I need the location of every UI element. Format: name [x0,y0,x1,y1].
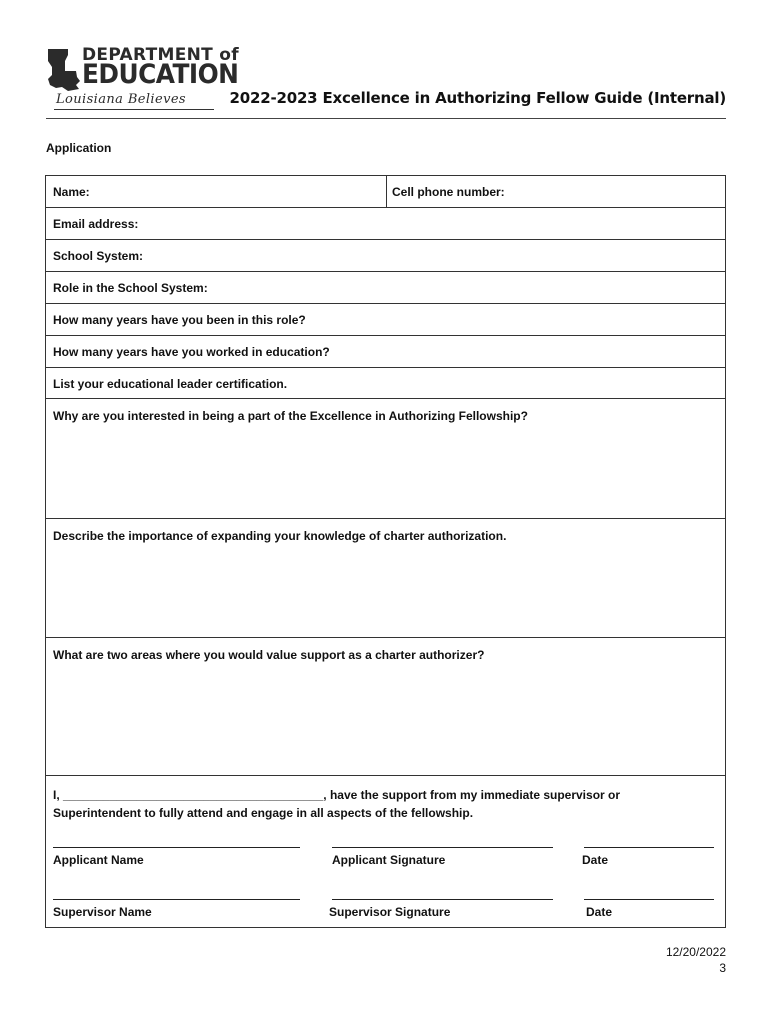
years-role-row [46,304,725,336]
supervisor-date-label: Date [586,905,613,919]
logo-department-text: DEPARTMENT of [82,45,239,65]
two-areas-box [46,638,725,776]
footer-date: 12/20/2022 [665,945,726,959]
importance-box [46,519,725,638]
school-system-row [46,240,725,272]
louisiana-state-icon [46,47,80,91]
why-interested-box [46,399,725,519]
why-interested-field[interactable]: Why are you interested in being a part of the Excellence in Authorizing Fellowship? [53,409,528,423]
supervisor-name-label: Supervisor Name [53,905,152,919]
logo-tagline: Louisiana Believes [56,92,186,107]
statement-line-2: Superintendent to fully attend and engage in all aspects of the fellowship. [53,806,474,820]
application-form [45,175,726,928]
applicant-date-line[interactable] [584,847,714,848]
applicant-signature-label: Applicant Signature [332,853,446,867]
applicant-date-label: Date [582,853,609,867]
supervisor-name-line[interactable] [53,899,300,900]
ldoe-logo [46,45,239,113]
section-title: Application [46,141,112,155]
document-title: 2022-2023 Excellence in Authorizing Fellow Guide (Internal) [229,89,726,107]
statement-line-1: I, _______________________________________, have the support from my immediate supervisor or [53,788,621,802]
applicant-name-label: Applicant Name [53,853,144,867]
certification-field[interactable]: List your educational leader certification. [53,377,288,391]
applicant-name-line[interactable] [53,847,300,848]
page-footer [666,944,726,976]
role-field[interactable]: Role in the School System: [53,281,208,295]
header-divider [46,118,726,119]
supervisor-signature-line[interactable] [332,899,553,900]
supervisor-signature-label: Supervisor Signature [329,905,451,919]
supervisor-date-line[interactable] [584,899,714,900]
support-statement-box [46,776,725,927]
years-education-field[interactable]: How many years have you worked in education? [53,345,330,359]
name-field[interactable]: Name: [53,185,90,199]
page-number: 3 [719,961,726,975]
logo-education-text: EDUCATION [82,59,239,90]
column-divider [386,176,387,207]
support-statement [53,786,620,822]
two-areas-field[interactable]: What are two areas where you would value support as a charter authorizer? [53,648,485,662]
applicant-signature-line[interactable] [332,847,553,848]
email-row [46,208,725,240]
name-row [46,176,725,208]
cell-phone-field[interactable]: Cell phone number: [392,185,505,199]
logo-underline [54,109,214,110]
certification-row [46,368,725,399]
role-row [46,272,725,304]
school-system-field[interactable]: School System: [53,249,144,263]
years-role-field[interactable]: How many years have you been in this role? [53,313,306,327]
email-field[interactable]: Email address: [53,217,139,231]
importance-field[interactable]: Describe the importance of expanding your knowledge of charter authorization. [53,529,507,543]
years-education-row [46,336,725,368]
